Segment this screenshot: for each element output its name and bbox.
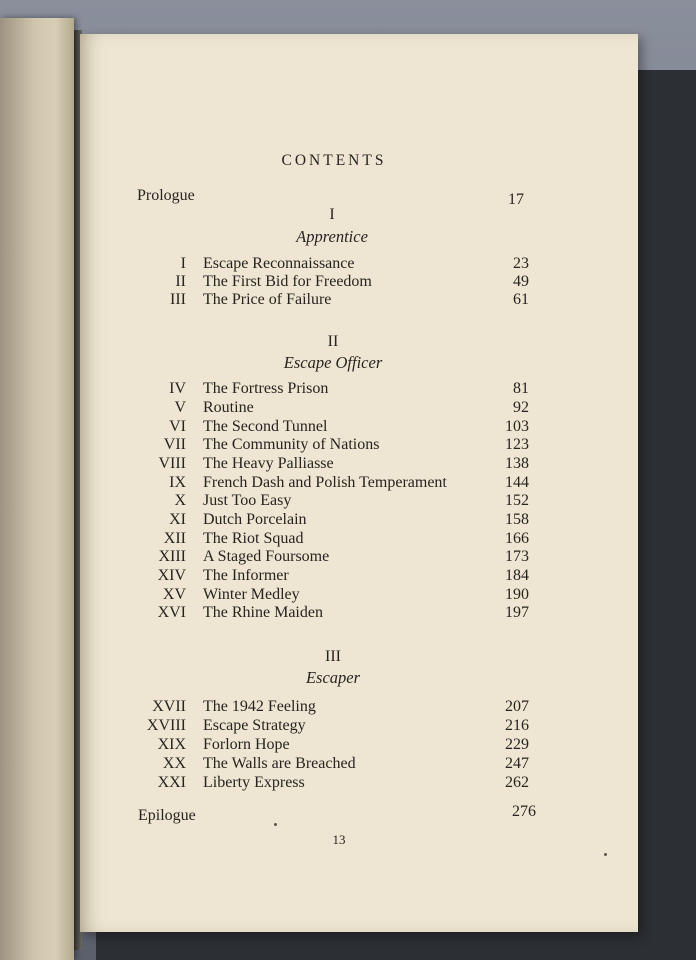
prologue-label: Prologue (137, 187, 195, 204)
toc-row (80, 436, 638, 455)
chapter-page: 247 (505, 755, 529, 772)
chapter-title: The Rhine Maiden (203, 604, 323, 621)
chapter-number: XII (163, 530, 186, 547)
chapter-page: 23 (513, 255, 529, 272)
toc-row (80, 273, 638, 292)
toc-row (80, 399, 638, 418)
toc-row (80, 530, 638, 549)
chapter-page: 262 (505, 774, 529, 791)
chapter-title: The First Bid for Freedom (203, 273, 372, 290)
toc-row (80, 380, 638, 399)
part-title: Escaper (305, 668, 361, 687)
chapter-page: 138 (505, 455, 529, 472)
chapter-number: VII (163, 436, 186, 453)
chapter-number: XIV (157, 567, 186, 584)
chapter-number: I (180, 255, 186, 272)
chapter-title: The Price of Failure (203, 291, 332, 308)
toc-row (80, 717, 638, 736)
toc-row (80, 736, 638, 755)
chapter-title: Winter Medley (203, 586, 300, 603)
toc-row (80, 255, 638, 274)
part-numeral: III (325, 648, 341, 665)
chapter-page: 92 (513, 399, 529, 416)
epilogue-page: 276 (512, 803, 536, 820)
chapter-title: The Walls are Breached (203, 755, 356, 772)
chapter-title: Dutch Porcelain (203, 511, 307, 528)
paper-speck (604, 853, 607, 856)
chapter-title: The 1942 Feeling (203, 698, 316, 715)
chapter-title: The Community of Nations (203, 436, 380, 453)
chapter-page: 216 (505, 717, 529, 734)
chapter-number: XI (169, 511, 186, 528)
chapter-page: 184 (505, 567, 529, 584)
chapter-number: V (174, 399, 186, 416)
chapter-title: Liberty Express (203, 774, 305, 791)
chapter-page: 123 (505, 436, 529, 453)
chapter-title: A Staged Foursome (203, 548, 330, 565)
chapter-title: Escape Strategy (203, 717, 306, 734)
toc-row (80, 455, 638, 474)
toc-row (80, 755, 638, 774)
chapter-number: XV (162, 586, 186, 603)
chapter-title: The Second Tunnel (203, 418, 328, 435)
toc-row (80, 474, 638, 493)
part-title: Escape Officer (283, 353, 383, 372)
toc-row (80, 567, 638, 586)
contents-page (80, 34, 638, 932)
toc-row (80, 418, 638, 437)
chapter-title: The Riot Squad (203, 530, 304, 547)
chapter-title: Routine (203, 399, 254, 416)
part-numeral: II (327, 333, 339, 350)
part-numeral: I (329, 206, 335, 223)
chapter-title: Just Too Easy (203, 492, 292, 509)
chapter-page: 197 (505, 604, 529, 621)
chapter-page: 152 (505, 492, 529, 509)
epilogue-label: Epilogue (138, 807, 196, 824)
chapter-number: X (174, 492, 186, 509)
chapter-page: 207 (505, 698, 529, 715)
chapter-page: 61 (513, 291, 529, 308)
chapter-number: XVIII (146, 717, 186, 734)
chapter-page: 190 (505, 586, 529, 603)
chapter-page: 103 (505, 418, 529, 435)
chapter-number: IV (169, 380, 186, 397)
toc-row (80, 511, 638, 530)
chapter-number: IX (169, 474, 186, 491)
prologue-page: 17 (508, 191, 524, 208)
chapter-title: The Informer (203, 567, 289, 584)
chapter-page: 229 (505, 736, 529, 753)
chapter-number: III (170, 291, 186, 308)
toc-row (80, 604, 638, 623)
toc-row (80, 548, 638, 567)
chapter-number: XIII (158, 548, 186, 565)
page-number: 13 (332, 832, 346, 847)
chapter-title: Escape Reconnaissance (203, 255, 355, 272)
toc-row (80, 291, 638, 310)
chapter-number: VI (169, 418, 186, 435)
page-title: CONTENTS (281, 152, 387, 169)
chapter-page: 81 (513, 380, 529, 397)
chapter-number: XXI (157, 774, 186, 791)
chapter-title: Forlorn Hope (203, 736, 290, 753)
chapter-page: 144 (505, 474, 529, 491)
chapter-page: 158 (505, 511, 529, 528)
chapter-number: XX (162, 755, 186, 772)
chapter-number: II (175, 273, 186, 290)
paper-speck (274, 823, 277, 826)
chapter-page: 166 (505, 530, 529, 547)
part-title: Apprentice (296, 227, 368, 246)
chapter-number: XIX (157, 736, 186, 753)
left-page (0, 18, 74, 960)
chapter-title: The Fortress Prison (203, 380, 329, 397)
chapter-number: XVII (152, 698, 186, 715)
chapter-number: VIII (158, 455, 186, 472)
toc-row (80, 492, 638, 511)
chapter-page: 49 (513, 273, 529, 290)
toc-row (80, 774, 638, 793)
chapter-title: French Dash and Polish Temperament (203, 474, 447, 491)
toc-row (80, 698, 638, 717)
chapter-number: XVI (157, 604, 186, 621)
toc-row (80, 586, 638, 605)
chapter-page: 173 (505, 548, 529, 565)
chapter-title: The Heavy Palliasse (203, 455, 334, 472)
